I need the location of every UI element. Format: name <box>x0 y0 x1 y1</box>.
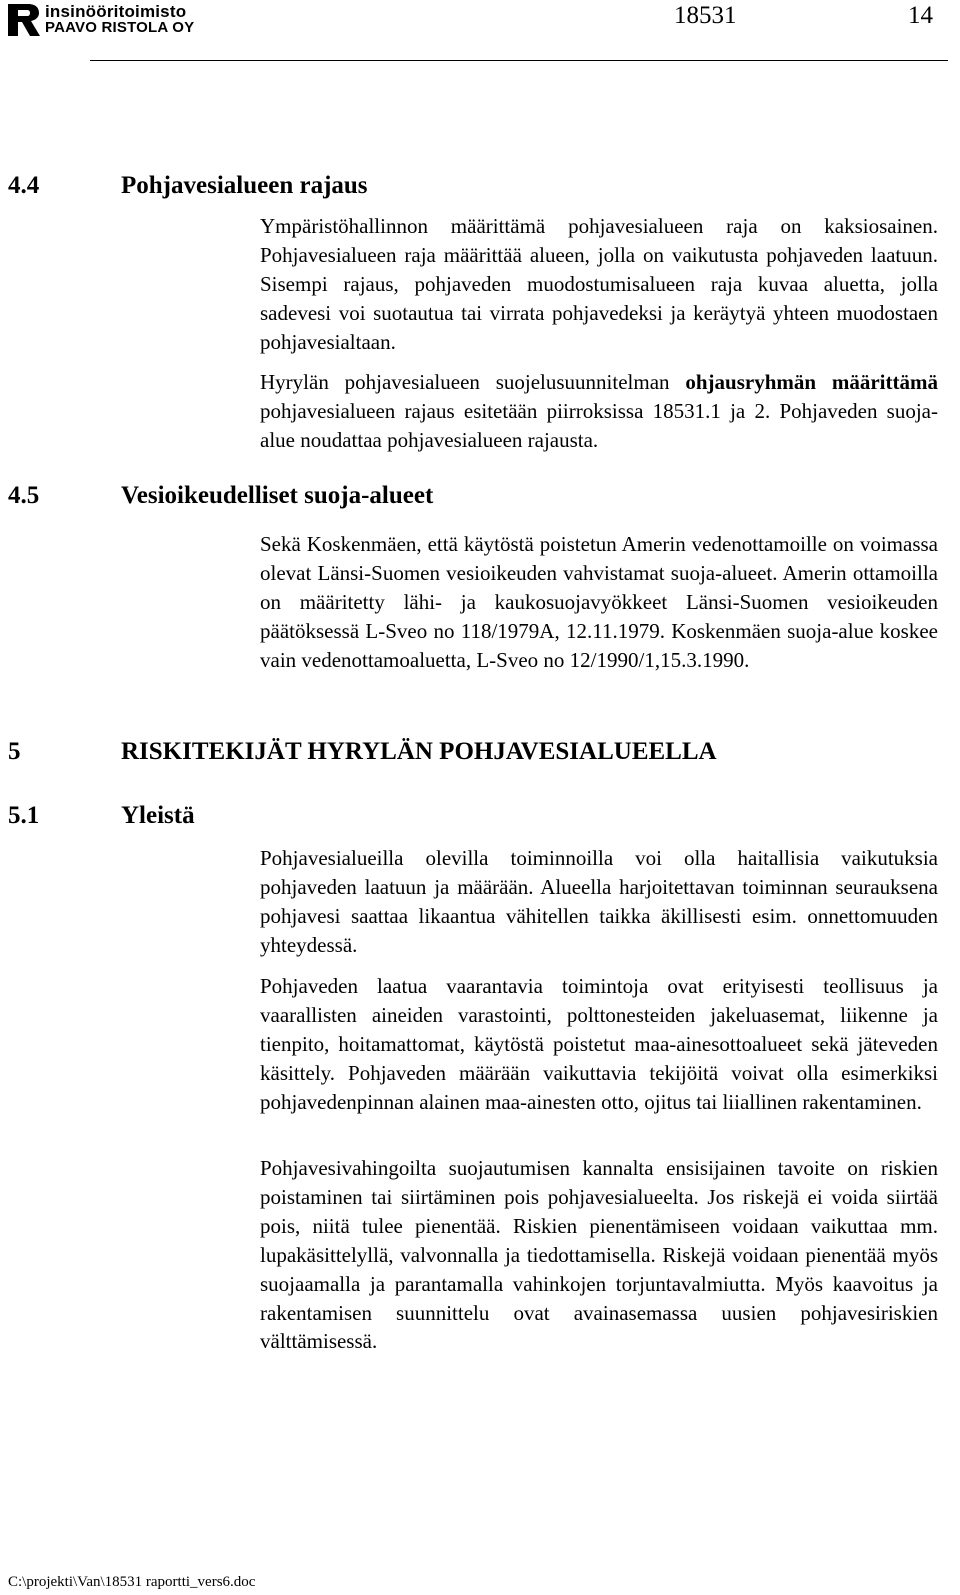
section-number: 5 <box>8 738 21 765</box>
section-title: Vesioikeudelliset suoja-alueet <box>121 482 434 509</box>
paragraph-5-1-2: Pohjaveden laatua vaarantavia toimintoja ovat erityisesti teollisuus ja vaarallisten aineiden varastointi, polttonesteiden jakeluasemat, liikenne ja tienpito, hoitamattomat, käytöstä poistetut maa-ainesottoalueet sekä jäteveden käsittely. Pohjaveden määrään vaikuttavia tekijöitä voivat olla esimerkiksi pohjavedenpinnan alainen maa-ainesten otto, ojitus tai liiallinen rakentaminen. <box>260 974 938 1114</box>
paragraph-text: Hyrylän pohjavesialueen suojelusuunnitelman <box>260 370 686 394</box>
section-number: 4.4 <box>8 172 40 199</box>
logo-text-line2: PAAVO RISTOLA OY <box>45 19 195 36</box>
paragraph-4-4-2 <box>260 368 938 455</box>
page-number: 14 <box>908 2 933 29</box>
header-divider <box>90 60 948 61</box>
section-title: RISKITEKIJÄT HYRYLÄN POHJAVESIALUEELLA <box>121 738 717 765</box>
ristola-r-logo-icon <box>8 4 42 36</box>
section-title: Pohjavesialueen rajaus <box>121 172 368 199</box>
paragraph-5-1-3: Pohjavesivahingoilta suojautumisen kannalta ensisijainen tavoite on riskien poistaminen tai siirtäminen pois pohjavesialueelta. Jos riskejä ei voida siirtää pois, niitä tulee pienentää. Riskien pienentämiseen voidaan vaikuttaa mm. lupakäsittelyllä, valvonnalla ja tiedottamisella. Riskejä voidaan pienentää myös suojaamalla ja parantamalla vahinkojen torjuntavalmiutta. Myös kaavoitus ja rakentamisen suunnittelu ovat avainasemassa uusien pohjavesiriskien välttämisessä. <box>260 1156 938 1354</box>
paragraph-4-5-1: Sekä Koskenmäen, että käytöstä poistetun Amerin vedenottamoille on voimassa olevat Länsi-Suomen vesioikeuden vahvistamat suoja-alueet. Amerin ottamoilla on määritetty lähi- ja kaukosuojavyökkeet Länsi-Suomen vesioikeuden päätöksessä L-Sveo no 118/1979A, 12.11.1979. Koskenmäen suoja-alue koskee vain vedenottamoaluetta, L-Sveo no 12/1990/1,15.3.1990. <box>260 532 938 672</box>
section-number: 5.1 <box>8 802 40 829</box>
file-path-footer: C:\projekti\Van\18531 raportti_vers6.doc <box>8 1574 256 1590</box>
paragraph-bold-text: ohjausryhmän määrittämä <box>685 370 938 394</box>
section-title: Yleistä <box>121 802 195 829</box>
document-number: 18531 <box>674 2 737 29</box>
paragraph-5-1-1: Pohjavesialueilla olevilla toiminnoilla voi olla haitallisia vaikutuksia pohjaveden laatuun ja määrään. Alueella harjoitettavan toiminnan seurauksena pohjavesi saattaa likaantua vähitellen taikka äkillisesti esim. onnettomuuden yhteydessä. <box>260 846 938 957</box>
company-logo <box>8 4 278 38</box>
paragraph-text: pohjavesialueen rajaus esitetään piirroksissa 18531.1 ja 2. Pohjaveden suoja-alue noudattaa pohjavesialueen rajausta. <box>260 398 938 452</box>
logo-text-line1: insinööritoimisto <box>45 2 187 21</box>
paragraph-4-4-1: Ympäristöhallinnon määrittämä pohjavesialueen raja on kaksiosainen. Pohjavesialueen raja määrittää alueen, jolla on vaikutusta pohjaveden laatuun. Sisempi rajaus, pohjaveden muodostumisalueen raja kuvaa aluetta, jolla sadevesi voi suotautua tai virrata pohjavedeksi ja keräytyä yhteen muodostaen pohjavesialtaan. <box>260 214 938 354</box>
section-number: 4.5 <box>8 482 40 509</box>
